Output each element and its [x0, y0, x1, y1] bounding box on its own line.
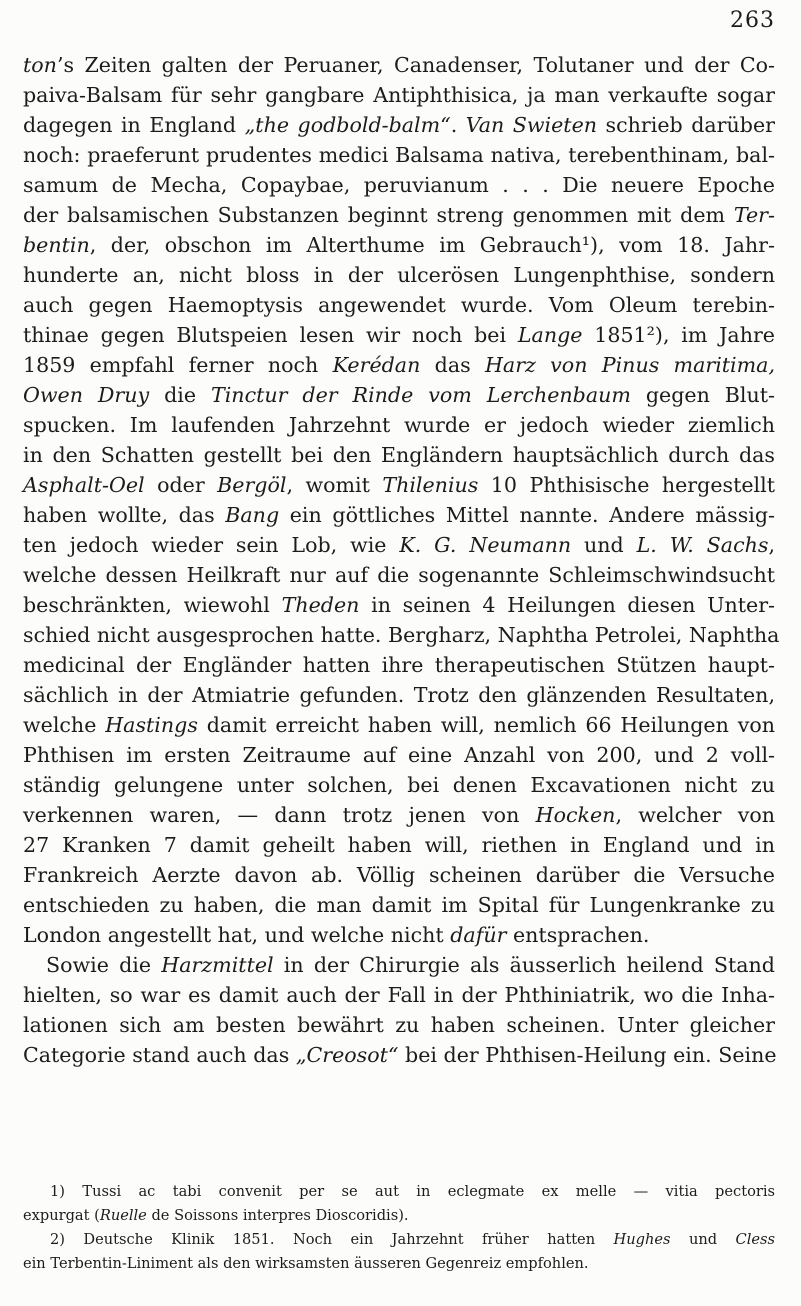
text-segment: in den Schatten gestellt bei den Engländern hauptsächlich durch das [23, 443, 775, 467]
text-line [23, 740, 775, 770]
text-segment: paiva-Balsam für sehr gangbare Antiphthisica, ja man verkaufte sogar [23, 83, 775, 107]
text-segment: in seinen 4 Heilungen diesen Unter- [359, 593, 776, 617]
text-segment: bei der Phthisen-Heilung ein. Seine [398, 1043, 777, 1067]
text-segment: hielten, so war es damit auch der Fall in der Phthiniatrik, wo die Inha- [23, 983, 775, 1007]
text-segment: Asphalt-Oel [23, 473, 145, 497]
text-segment: medicinal der Engländer hatten ihre therapeutischen Stützen haupt- [23, 653, 775, 677]
text-segment: . [450, 113, 466, 137]
text-segment: Lange [517, 323, 583, 347]
text-line [23, 320, 775, 350]
text-line [23, 440, 775, 470]
text-segment: , [768, 533, 775, 557]
text-segment: 1859 empfahl ferner noch [23, 353, 333, 377]
text-segment: Theden [281, 593, 360, 617]
text-segment: und [571, 533, 637, 557]
text-line [23, 800, 775, 830]
text-segment: Sowie die [46, 953, 162, 977]
text-line [23, 830, 775, 860]
text-segment: gegen Blut- [630, 383, 775, 407]
text-segment: ’s Zeiten galten der Peruaner, Canadenser, Tolutaner und der Co- [56, 53, 775, 77]
text-line [23, 170, 775, 200]
text-line [23, 530, 775, 560]
text-segment: 10 Phthisische hergestellt [478, 473, 775, 497]
text-line [23, 230, 775, 260]
text-segment: der balsamischen Substanzen beginnt streng genommen mit dem [23, 203, 734, 227]
text-segment: , womit [286, 473, 383, 497]
text-segment: bentin [23, 233, 90, 257]
text-line [23, 500, 775, 530]
text-line [23, 1040, 775, 1070]
text-segment: London angestellt hat, und welche nicht [23, 923, 451, 947]
text-segment: haben wollte, das [23, 503, 226, 527]
text-segment: welche dessen Heilkraft nur auf die sogenannte Schleimschwindsucht [23, 563, 775, 587]
page-number: 263 [730, 8, 775, 33]
text-segment: Hastings [105, 713, 198, 737]
text-segment: Thilenius [382, 473, 479, 497]
text-segment: hunderte an, nicht bloss in der ulcerösen Lungenphthise, sondern [23, 263, 775, 287]
text-segment: die [149, 383, 211, 407]
text-segment: oder [144, 473, 218, 497]
text-segment: Cless [735, 1231, 775, 1248]
text-line [23, 140, 775, 170]
text-segment: dafür [450, 923, 507, 947]
footnote-line [23, 1180, 775, 1204]
text-segment: Owen Druy [23, 383, 150, 407]
text-segment: Harz von Pinus maritima, [484, 353, 775, 377]
text-segment: und [670, 1231, 736, 1248]
text-line [23, 290, 775, 320]
text-line [23, 650, 775, 680]
text-line [23, 80, 775, 110]
text-line [23, 380, 775, 410]
text-segment: Bergöl [217, 473, 287, 497]
text-line [23, 50, 775, 80]
text-segment: spucken. Im laufenden Jahrzehnt wurde er jedoch wieder ziemlich [23, 413, 775, 437]
text-line [23, 470, 775, 500]
body-text [23, 50, 780, 1070]
text-segment: dagegen in England [23, 113, 245, 137]
text-line [23, 590, 775, 620]
text-segment: ton [23, 53, 57, 77]
text-segment: L. W. Sachs [636, 533, 769, 557]
footnote-line [23, 1252, 775, 1276]
text-segment: , der, obschon im Alterthume im Gebrauch¹), vom 18. Jahr- [89, 233, 775, 257]
text-segment: „the godbold-balm“ [244, 113, 451, 137]
text-line [23, 560, 775, 590]
text-line [23, 110, 775, 140]
text-segment: Bang [225, 503, 280, 527]
text-segment: entsprachen. [506, 923, 650, 947]
text-segment: Categorie stand auch das [23, 1043, 296, 1067]
text-segment: 27 Kranken 7 damit geheilt haben will, riethen in England und in [23, 833, 775, 857]
text-segment: ein göttliches Mittel nannte. Andere mässig- [279, 503, 775, 527]
footnote-line [23, 1204, 775, 1228]
text-segment: ein Terbentin-Liniment als den wirksamsten äusseren Gegenreiz empfohlen. [23, 1255, 589, 1272]
text-segment: damit erreicht haben will, nemlich 66 Heilungen von [197, 713, 775, 737]
text-segment: sächlich in der Atmiatrie gefunden. Trotz den glänzenden Resultaten, [23, 683, 775, 707]
text-segment: Van Swieten [465, 113, 598, 137]
text-line [23, 350, 775, 380]
text-segment: ständig gelungene unter solchen, bei denen Excavationen nicht zu [23, 773, 775, 797]
text-segment: Phthisen im ersten Zeitraume auf eine Anzahl von 200, und 2 voll- [23, 743, 775, 767]
text-segment: schied nicht ausgesprochen hatte. Bergharz, Naphtha Petrolei, Naphtha [23, 623, 780, 647]
text-segment: Ter- [733, 203, 775, 227]
text-segment: Harzmittel [161, 953, 274, 977]
text-segment: samum de Mecha, Copaybae, peruvianum . . . Die neuere Epoche [23, 173, 775, 197]
text-segment: Hocken [535, 803, 616, 827]
text-segment: beschränkten, wiewohl [23, 593, 282, 617]
text-segment: welche [23, 713, 106, 737]
text-line [23, 950, 775, 980]
text-segment: Hughes [613, 1231, 671, 1248]
footnote-line [23, 1228, 775, 1252]
footnotes [23, 1180, 775, 1276]
text-segment: thinae gegen Blutspeien lesen wir noch bei [23, 323, 518, 347]
text-segment: 2) Deutsche Klinik 1851. Noch ein Jahrzehnt früher hatten [50, 1231, 614, 1248]
text-line [23, 620, 780, 650]
text-segment: 1851²), im Jahre [582, 323, 775, 347]
text-segment: de Soissons interpres Dioscoridis). [146, 1207, 409, 1224]
text-segment: Kerédan [332, 353, 421, 377]
text-line [23, 710, 775, 740]
text-segment: expurgat ( [23, 1207, 100, 1224]
text-line [23, 680, 775, 710]
text-line [23, 1010, 775, 1040]
text-segment: in der Chirurgie als äusserlich heilend Stand [273, 953, 775, 977]
text-line [23, 860, 775, 890]
text-segment: 1) Tussi ac tabi convenit per se aut in eclegmate ex melle — vitia pectoris [50, 1183, 775, 1200]
text-line [23, 920, 775, 950]
text-segment: das [420, 353, 485, 377]
text-segment: auch gegen Haemoptysis angewendet wurde. Vom Oleum terebin- [23, 293, 775, 317]
text-segment: verkennen waren, — dann trotz jenen von [23, 803, 536, 827]
text-line [23, 200, 775, 230]
text-segment: „Creosot“ [295, 1043, 399, 1067]
text-line [23, 980, 775, 1010]
text-line [23, 260, 775, 290]
text-segment: entschieden zu haben, die man damit im Spital für Lungenkranke zu [23, 893, 775, 917]
text-segment: ten jedoch wieder sein Lob, wie [23, 533, 400, 557]
text-segment: Frankreich Aerzte davon ab. Völlig scheinen darüber die Versuche [23, 863, 775, 887]
text-segment: Tinctur der Rinde vom Lerchenbaum [210, 383, 631, 407]
text-segment: Ruelle [99, 1207, 147, 1224]
text-segment: noch: praeferunt prudentes medici Balsama nativa, terebenthinam, bal- [23, 143, 775, 167]
text-line [23, 770, 775, 800]
text-line [23, 410, 775, 440]
text-segment: , welcher von [615, 803, 776, 827]
text-segment: schrieb darüber [597, 113, 775, 137]
text-line [23, 890, 775, 920]
text-segment: K. G. Neumann [399, 533, 572, 557]
text-segment: lationen sich am besten bewährt zu haben scheinen. Unter gleicher [23, 1013, 775, 1037]
